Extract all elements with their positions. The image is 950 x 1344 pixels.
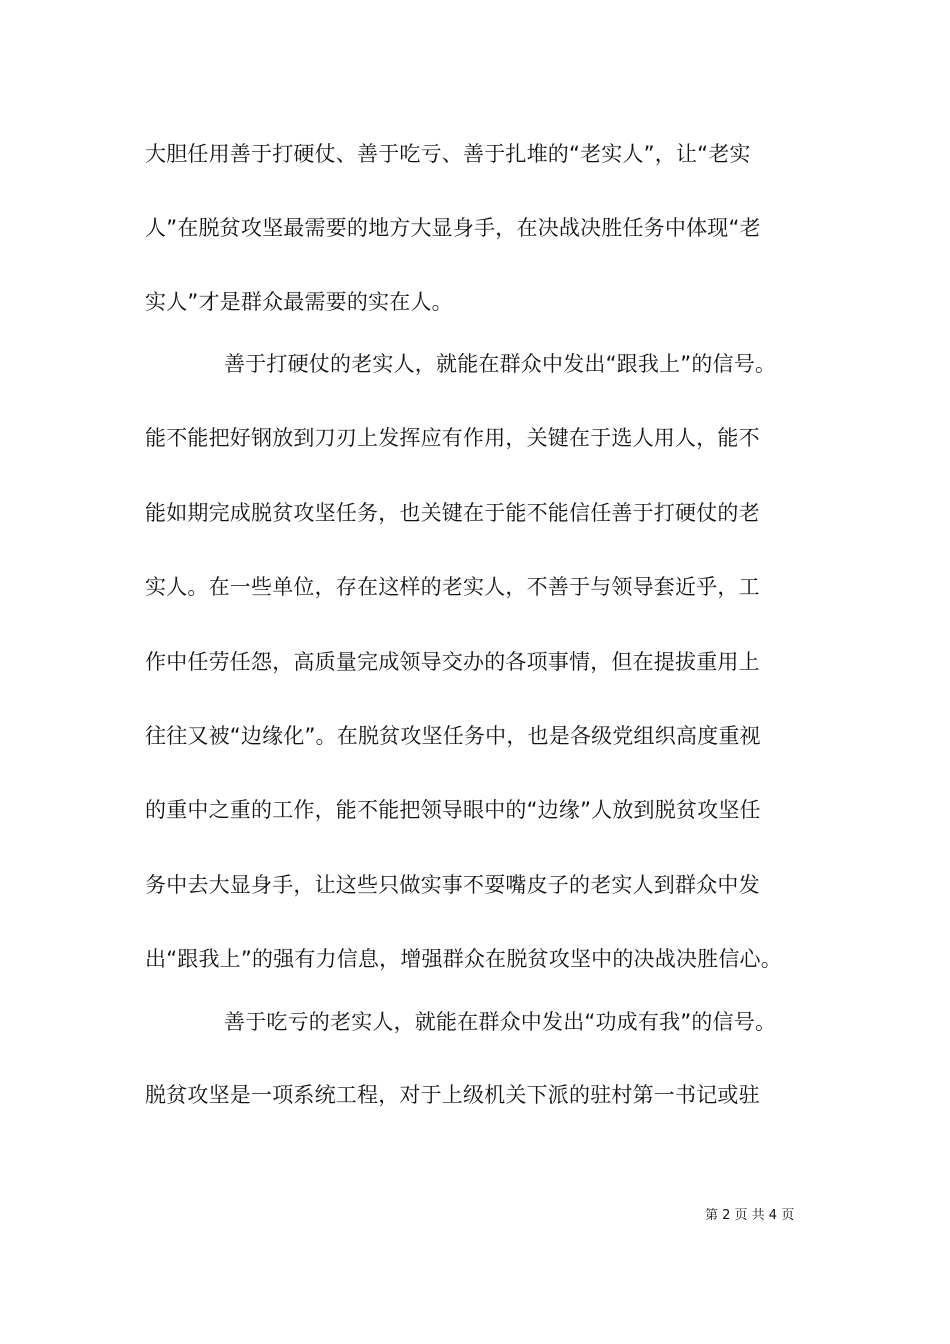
- text-line-8: 作中任劳任怨，高质量完成领导交办的各项事情，但在提拔重用上: [145, 650, 760, 674]
- text-line-5: 能不能把好钢放到刀刃上发挥应有作用，关键在于选人用人，能不: [145, 426, 760, 450]
- text-line-10: 的重中之重的工作，能不能把领导眼中的“边缘”人放到脱贫攻坚任: [145, 798, 761, 822]
- text-line-3: 实人”才是群众最需要的实在人。: [145, 290, 453, 314]
- text-line-12: 出“跟我上”的强有力信息，增强群众在脱贫攻坚中的决战决胜信心。: [145, 947, 782, 971]
- text-line-9: 往往又被“边缘化”。在脱贫攻坚任务中，也是各级党组织高度重视: [145, 724, 761, 748]
- text-line-2: 人”在脱贫攻坚最需要的地方大显身手，在决战决胜任务中体现“老: [145, 216, 761, 240]
- text-line-1: 大胆任用善于打硬仗、善于吃亏、善于扎堆的“老实人”，让“老实: [145, 142, 751, 166]
- text-line-11: 务中去大显身手，让这些只做实事不耍嘴皮子的老实人到群众中发: [145, 873, 760, 897]
- text-line-14: 脱贫攻坚是一项系统工程，对于上级机关下派的驻村第一书记或驻: [145, 1083, 760, 1107]
- paragraph-heading-1: 善于打硬仗的老实人，就能在群众中发出“跟我上”的信号。: [224, 352, 777, 376]
- text-line-7: 实人。在一些单位，存在这样的老实人，不善于与领导套近乎，工: [145, 575, 760, 599]
- paragraph-heading-2: 善于吃亏的老实人，就能在群众中发出“功成有我”的信号。: [224, 1010, 777, 1034]
- text-line-6: 能如期完成脱贫攻坚任务，也关键在于能不能信任善于打硬仗的老: [145, 501, 760, 525]
- page-number-footer: 第 2 页 共 4 页: [705, 1208, 795, 1223]
